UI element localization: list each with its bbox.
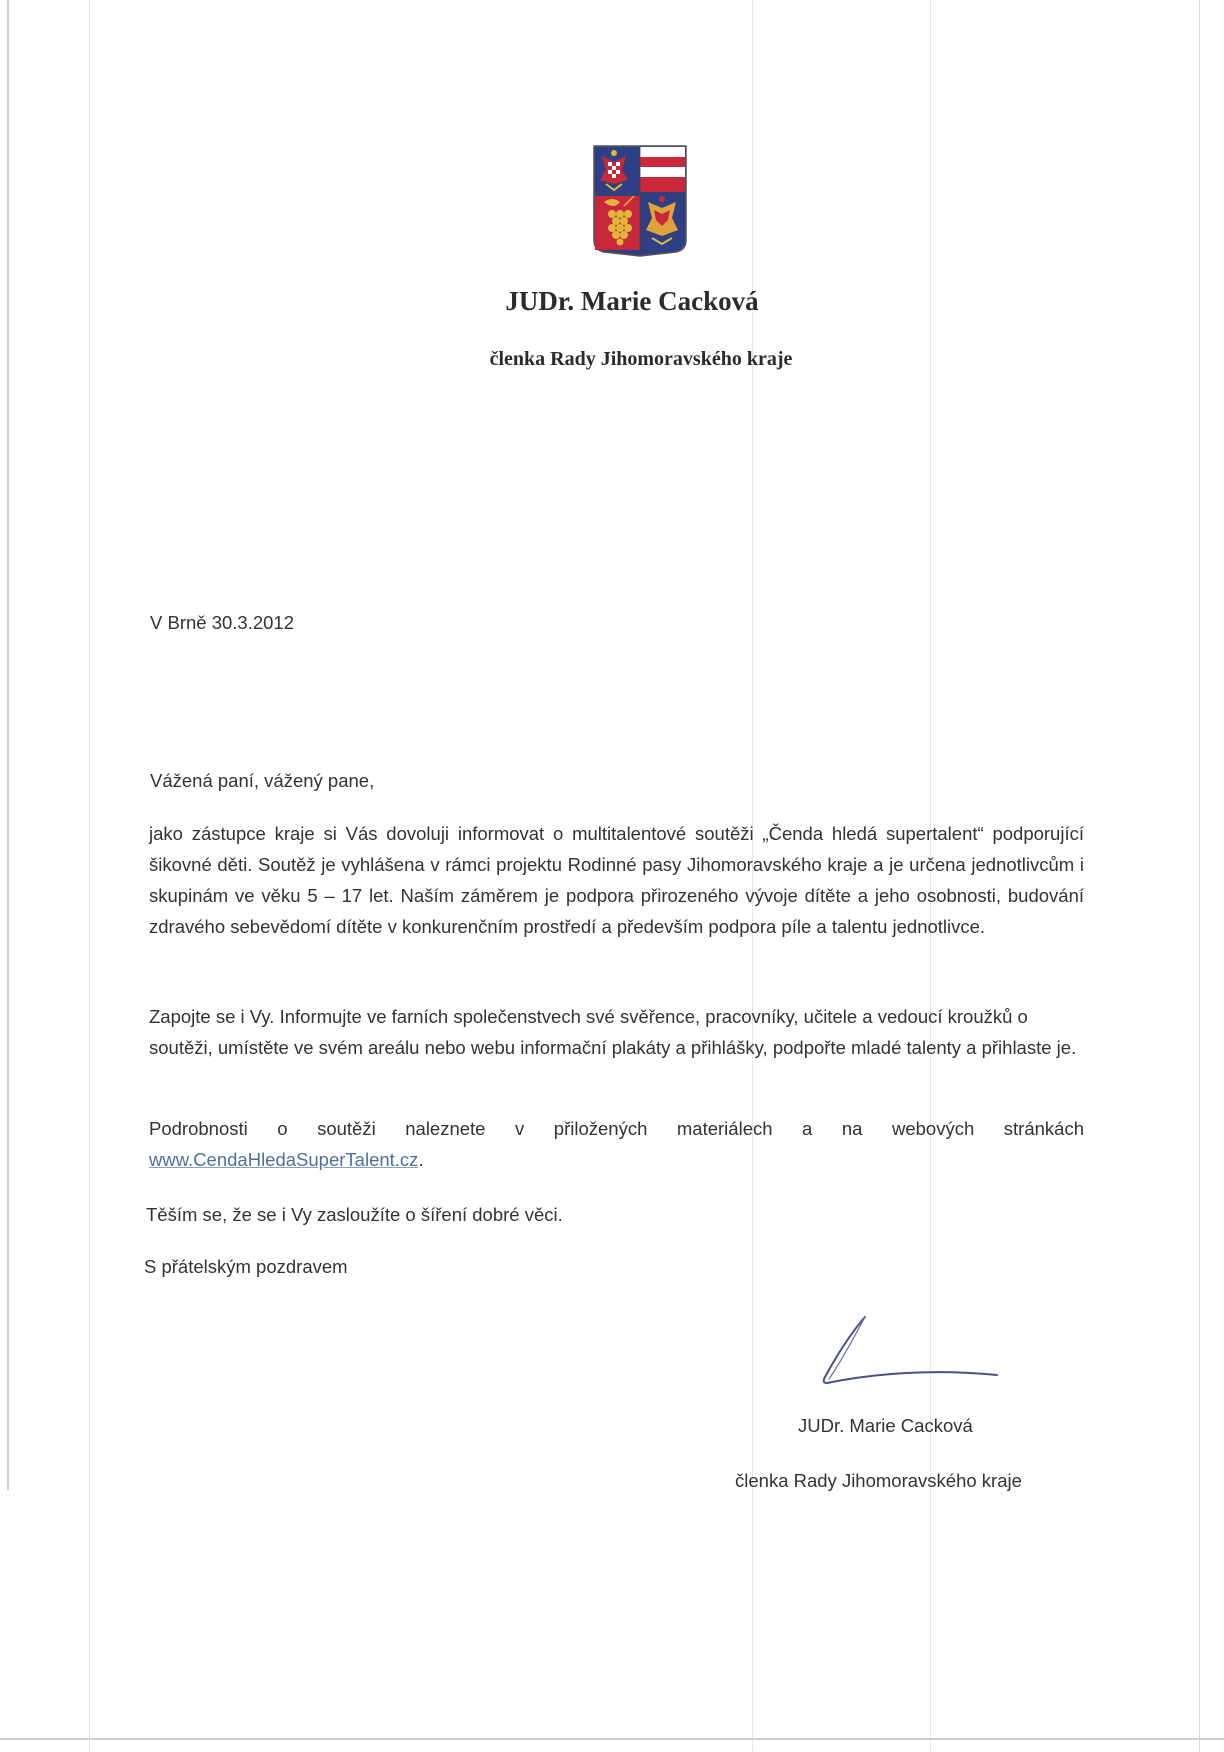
paragraph-3-end: .	[418, 1149, 424, 1170]
coat-of-arms-icon	[592, 144, 688, 260]
paragraph-3-text: Podrobnosti o soutěži naleznete v přiložených materiálech a na webových stránkách	[149, 1118, 1084, 1139]
handwritten-signature	[815, 1315, 1005, 1395]
scan-fold-line	[89, 0, 90, 1752]
website-link[interactable]: www.CendaHledaSuperTalent.cz	[149, 1149, 419, 1170]
scan-edge-line	[1199, 0, 1200, 1752]
scan-edge-line	[7, 0, 9, 1490]
thanks-line: Těším se, že se i Vy zasloužíte o šíření dobré věci.	[146, 1204, 563, 1225]
signatory-name: JUDr. Marie Cacková	[798, 1415, 973, 1436]
scan-bottom-edge	[0, 1738, 1224, 1740]
date-line: V Brně 30.3.2012	[150, 612, 294, 633]
salutation: Vážená paní, vážený pane,	[150, 770, 375, 791]
letterhead-name: JUDr. Marie Cacková	[505, 286, 759, 316]
closing-line: S přátelským pozdravem	[144, 1256, 348, 1277]
body-paragraph-2: Zapojte se i Vy. Informujte ve farních společenstvech své svěřence, pracovníky, učitele a vedoucí kroužků o soutěži, umístěte ve svém areálu nebo webu informační plakáty a přihlášky, podpořte mladé talenty a přihlaste je.	[149, 1006, 1077, 1058]
body-paragraph-3	[149, 1113, 1084, 1175]
body-paragraph-1: jako zástupce kraje si Vás dovoluji informovat o multitalentové soutěži „Čenda hledá supertalent“ podporující šikovné děti. Soutěž je vyhlášena v rámci projektu Rodinné pasy Jihomoravského kraje a je určena jednotlivcům i skupinám ve věku 5 – 17 let. Naším záměrem je podpora přirozeného vývoje dítěte a jeho osobnosti, budování zdravého sebevědomí dítěte v konkurenčním prostředí a především podpora píle a talentu jednotlivce.	[149, 823, 1084, 937]
signatory-role: členka Rady Jihomoravského kraje	[735, 1470, 1022, 1491]
letterhead-role: členka Rady Jihomoravského kraje	[489, 348, 793, 370]
